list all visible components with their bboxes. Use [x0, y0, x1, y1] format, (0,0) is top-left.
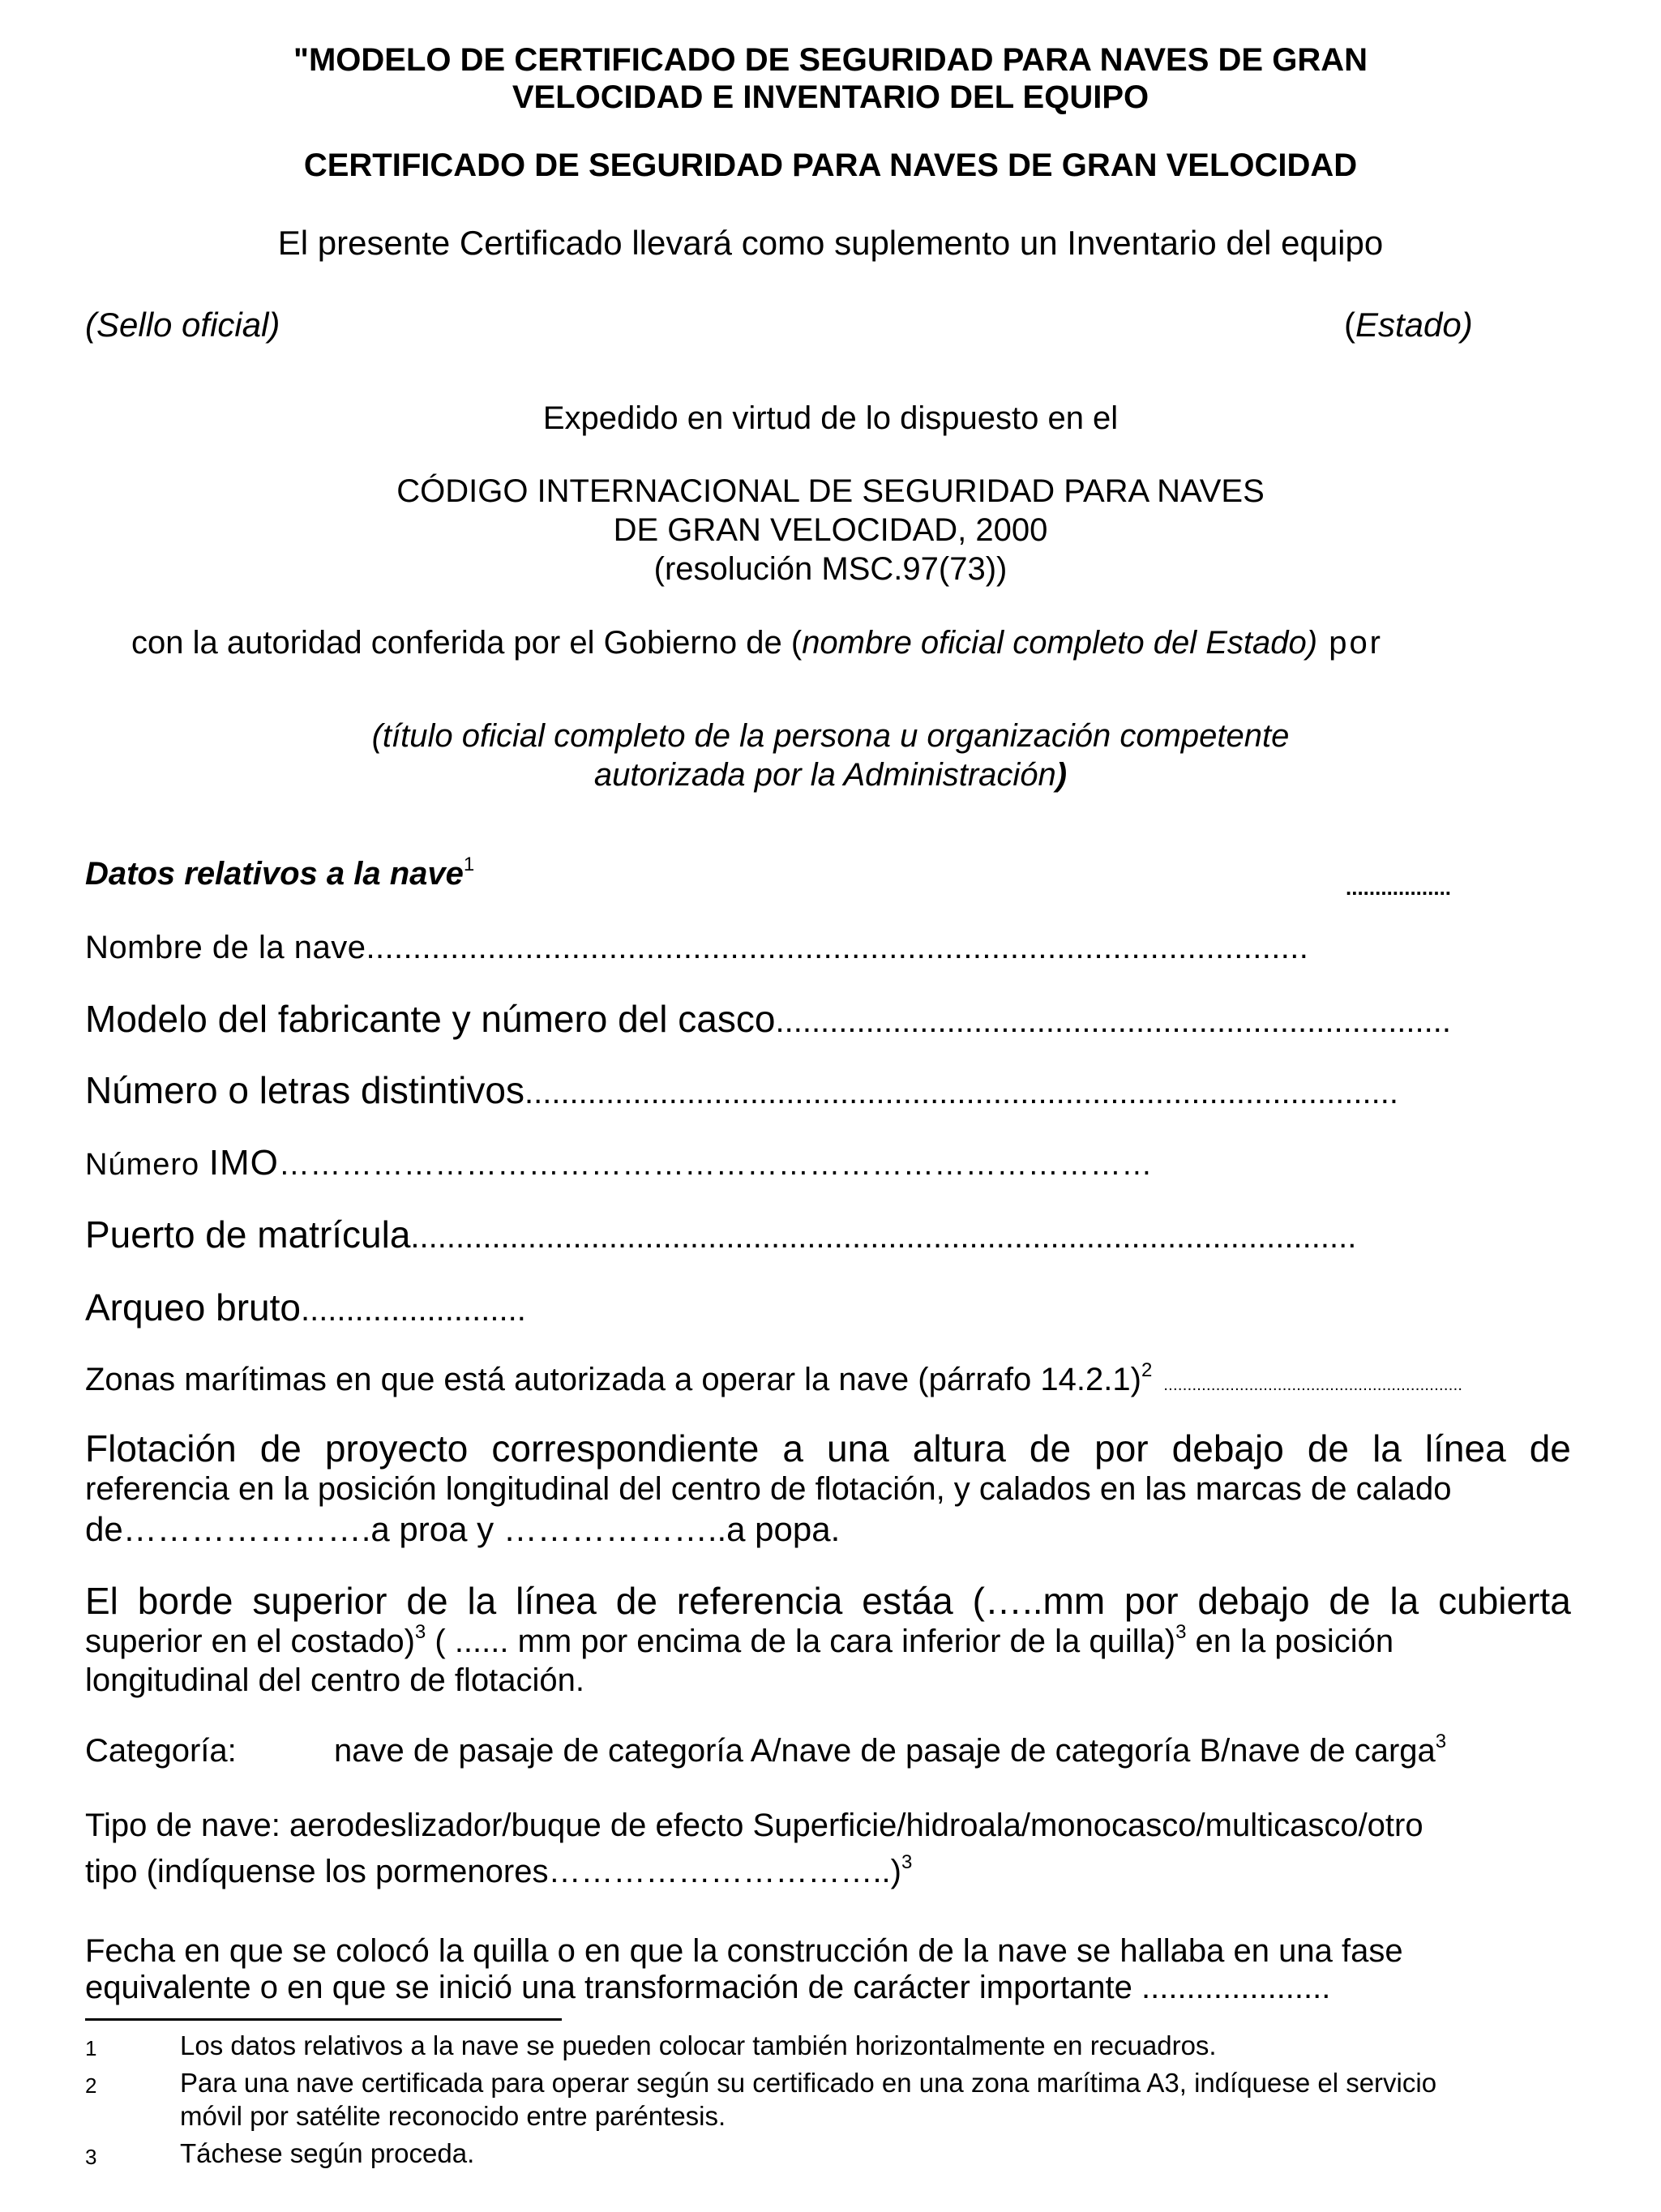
field-craft-name: Nombre de la nave.....................................................................................................	[85, 930, 1309, 965]
reference-line-line-3: longitudinal del centro de flotación.	[85, 1662, 584, 1698]
certificate-subtitle: CERTIFICADO DE SEGURIDAD PARA NAVES DE GRAN VELOCIDAD	[303, 148, 1358, 183]
authority-statement: con la autoridad conferida por el Gobierno de (nombre oficial completo del Estado) por	[131, 625, 1384, 661]
craft-type-line-2: tipo (indíquense los pormenores…………………………..)$^3$	[85, 1851, 913, 1889]
footnote-3-text: Táchese según proceda.	[180, 2138, 475, 2168]
supplement-note: El presente Certificado llevará como suplemento un Inventario del equipo	[277, 224, 1384, 262]
field-distinctive-number: Número o letras distintivos.................................................................................................	[85, 1069, 1398, 1111]
code-name-line-2: DE GRAN VELOCIDAD, 2000	[613, 512, 1048, 548]
sea-areas-field: Zonas marítimas en que está autorizada a operar la nave (párrafo 14.2.1)$^2$...............................................................	[85, 1359, 1463, 1397]
craft-data-heading-dots: ..................	[1346, 875, 1452, 900]
field-dots: …………………………………………………………………………	[278, 1148, 1153, 1182]
category-value: nave de pasaje de categoría A/nave de pasaje de categoría B/nave de carga$^3$	[334, 1731, 1447, 1769]
issuance-line: Expedido en virtud de lo dispuesto en el	[542, 400, 1119, 436]
footnote-2-number: 2	[85, 2073, 97, 2098]
document-title-line-2: VELOCIDAD E INVENTARIO DEL EQUIPO	[512, 79, 1149, 115]
official-title-line-1: (título oficial completo de la persona u organización competente	[371, 718, 1290, 754]
waterline-line-1: Flotación de proyecto correspondiente a una altura de por debajo de la línea de	[85, 1427, 1571, 1470]
footnote-1-text: Los datos relativos a la nave se pueden colocar también horizontalmente en recuadros.	[180, 2030, 1217, 2060]
craft-type-line-1: Tipo de nave: aerodeslizador/buque de efecto Superficie/hidroala/monocasco/multicasco/otro	[85, 1808, 1423, 1843]
field-dots: .........................................................................................................	[410, 1219, 1357, 1255]
footnote-3-number: 3	[85, 2145, 97, 2169]
code-resolution: (resolución MSC.97(73))	[653, 551, 1008, 587]
reference-line-line-2: superior en el costado)$^3$ ( ...... mm por encima de la cara inferior de la quilla)$^3$ en la posición	[85, 1621, 1394, 1659]
footnote-2-text: Para una nave certificada para operar según su certificado en una zona marítima A3, indíquese el servicio	[180, 2068, 1437, 2098]
field-dots: ...............................................................	[1163, 1376, 1463, 1394]
field-imo-number: Número IMO…………………………………………………………………………	[85, 1143, 1153, 1183]
keel-date-line-2: equivalente o en que se inició una transformación de carácter importante .....................	[85, 1970, 1331, 2005]
footnote-1-number: 1	[85, 2036, 97, 2060]
craft-data-heading: Datos relativos a la nave$^1$	[85, 854, 475, 892]
field-gross-tonnage: Arqueo bruto.........................	[85, 1286, 526, 1328]
keel-date-line-1: Fecha en que se colocó la quilla o en que la construcción de la nave se hallaba en una fase	[85, 1933, 1403, 1969]
waterline-line-2: referencia en la posición longitudinal del centro de flotación, y calados en las marcas de calado	[85, 1471, 1452, 1507]
official-title-line-2: autorizada por la Administración)	[593, 757, 1068, 793]
field-builder-model: Modelo del fabricante y número del casco...........................................................................	[85, 998, 1451, 1040]
category-label: Categoría:	[85, 1733, 237, 1769]
reference-line-line-1: El borde superior de la línea de referencia estáa (…..mm por debajo de la cubierta	[85, 1580, 1571, 1622]
field-dots: .................................................................................................	[524, 1075, 1398, 1110]
field-dots: .....................................................................................................	[366, 930, 1309, 965]
seal-label: (Sello oficial)	[85, 306, 280, 344]
state-label: (Estado)	[1344, 306, 1473, 344]
field-port-of-registry: Puerto de matrícula.........................................................................................................	[85, 1213, 1357, 1256]
field-dots: ...........................................................................	[775, 1003, 1451, 1039]
footnote-2-text-continued: móvil por satélite reconocido entre paréntesis.	[180, 2101, 726, 2131]
code-name-line-1: CÓDIGO INTERNACIONAL DE SEGURIDAD PARA NAVES	[396, 473, 1265, 509]
waterline-line-3: de………………….a proa y ………………..a popa.	[85, 1510, 841, 1548]
document-title-line-1: "MODELO DE CERTIFICADO DE SEGURIDAD PARA NAVES DE GRAN	[293, 42, 1368, 78]
field-dots: .........................	[300, 1292, 526, 1328]
footnote-divider	[85, 2018, 562, 2021]
